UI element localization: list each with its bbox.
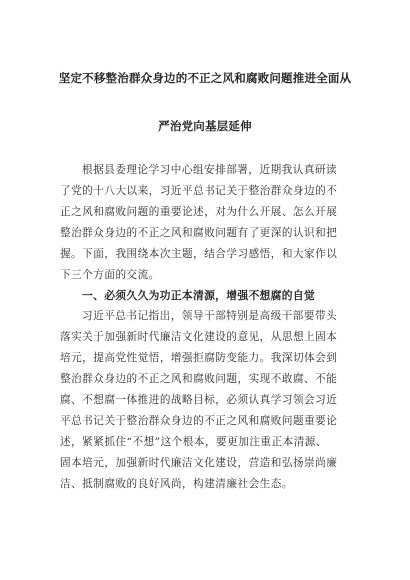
section-1-line-9: 洁、抵制腐败的良好风尚，构建清廉社会生态。 [60,478,293,490]
section-heading-1-text: 一、必须久久为功正本清源，增强不想腐的自觉 [82,289,316,302]
document-title-line-2: 严治党向基层延伸 [158,119,252,133]
document-title-line-1: 坚定不移整治群众身边的不正之风和腐败问题推进全面从 [58,71,352,85]
intro-line-2: 了党的十八大以来，习近平总书记关于整治群众身边的不 [60,185,338,197]
section-1-paragraph [60,306,352,495]
intro-line-5: 握。下面，我围绕本次主题，结合学习感悟，和大家作以 [60,248,338,260]
section-1-line-4: 整治群众身边的不正之风和腐败问题，实现不敢腐、不能 [60,373,338,385]
section-1-line-3: 培元，提高党性觉悟，增强拒腐防变能力。我深切体会到 [60,352,338,364]
section-1-line-6: 平总书记关于整治群众身边的不正之风和腐败问题重要论 [60,415,338,427]
intro-paragraph [60,160,352,286]
intro-line-4: 整治群众身边的不正之风和腐败问题有了更深的认识和把 [60,227,338,239]
intro-line-6: 下三个方面的交流。 [60,269,160,281]
section-1-line-7: 述，紧紧抓住“不想”这个根本，要更加注重正本清源、 [60,436,327,448]
intro-line-3: 正之风和腐败问题的重要论述，对为什么开展、怎么开展 [60,206,338,218]
intro-line-1: 根据县委理论学习中心组安排部署，近期我认真研读 [82,164,338,176]
section-1-line-2: 落实关于加强新时代廉洁文化建设的意见，从思想上固本 [60,331,338,343]
section-1-line-1: 习近平总书记指出，领导干部特别是高级干部要带头 [82,310,338,322]
section-1-line-5: 腐、不想腐一体推进的战略目标，必须认真学习领会习近 [60,394,338,406]
section-1-line-8: 固本培元，加强新时代廉洁文化建设，营造和弘扬崇尚廉 [60,457,338,469]
section-heading-1 [60,285,360,306]
